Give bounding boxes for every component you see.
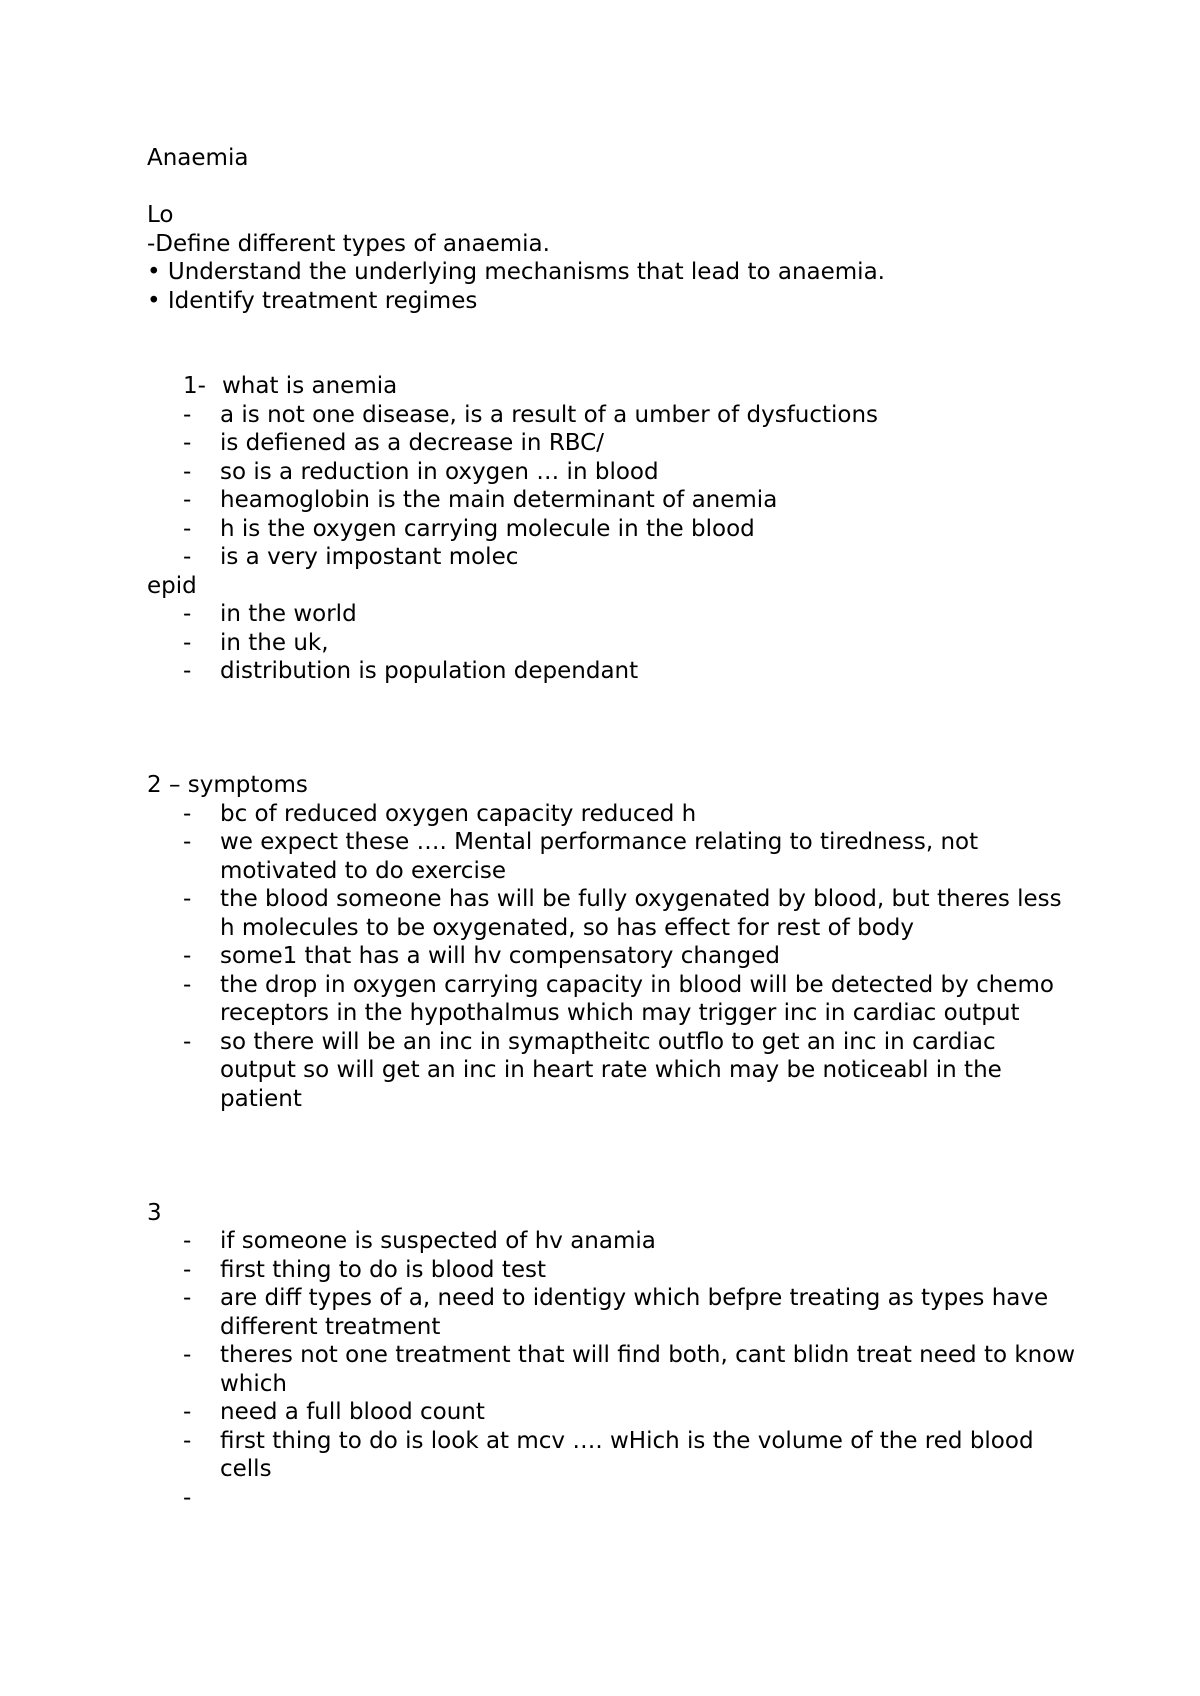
dash-bullet: - — [183, 943, 192, 969]
dash-bullet: - — [183, 1228, 192, 1254]
dash-bullet: - — [183, 1399, 192, 1425]
lo-heading: Lo — [147, 202, 174, 228]
dash-bullet: - — [183, 629, 192, 656]
section3-heading: 3 — [147, 1199, 162, 1226]
list-item: - distribution is population dependant — [183, 658, 639, 684]
dash-bullet: - — [183, 601, 192, 627]
lo-item: -Define different types of anaemia. — [147, 230, 550, 257]
dash-bullet: - — [183, 1285, 192, 1311]
dash-bullet: - — [183, 458, 192, 485]
list-item: - if someone is suspected of hv anamia — [183, 1228, 656, 1254]
list-item: - so is a reduction in oxygen … in blood — [183, 458, 659, 485]
dash-bullet: - — [183, 544, 192, 570]
section1-number: 1- — [183, 373, 206, 399]
dash-bullet: - — [183, 658, 192, 684]
dash-bullet: - — [183, 829, 192, 855]
list-item: - in the world — [183, 601, 357, 627]
list-item: - is a very impostant molec — [183, 544, 519, 570]
section1-heading-text: what is anemia — [222, 373, 398, 399]
section1-heading — [147, 372, 1077, 401]
list-item: - we expect these …. Mental performance relating to tiredness, not motivated to do exercise — [183, 829, 979, 884]
list-item: - the blood someone has will be fully oxygenated by blood, but theres less h molecules to be oxygenated, so has effect for rest of body — [183, 886, 1062, 941]
dash-bullet: - — [183, 487, 192, 513]
dash-bullet: - — [183, 886, 192, 912]
list-item: - first thing to do is look at mcv …. wHich is the volume of the red blood cells — [183, 1427, 1034, 1482]
list-item: - need a full blood count — [183, 1399, 485, 1425]
dash-bullet: - — [183, 401, 192, 428]
dash-bullet: - — [183, 430, 192, 456]
dash-bullet: - — [183, 1256, 192, 1283]
document-title: Anaemia — [147, 145, 249, 171]
lo-item: • Identify treatment regimes — [147, 287, 478, 314]
dash-bullet: - — [183, 515, 192, 542]
list-item: - in the uk, — [183, 629, 329, 656]
list-item: - first thing to do is blood test — [183, 1256, 547, 1283]
document-page — [147, 144, 1077, 1511]
list-item: - heamoglobin is the main determinant of anemia — [183, 487, 778, 513]
list-item: - are diff types of a, need to identigy which befpre treating as types have different treatment — [183, 1285, 1049, 1340]
epid-heading: epid — [147, 572, 197, 599]
list-item: - some1 that has a will hv compensatory changed — [183, 943, 780, 969]
dash-bullet: - — [183, 1028, 192, 1055]
list-item: - is defiened as a decrease in RBC/ — [183, 430, 604, 456]
dash-bullet: - — [183, 1484, 192, 1511]
dash-bullet: - — [183, 800, 192, 827]
list-item: - theres not one treatment that will find both, cant blidn treat need to know which — [183, 1342, 1076, 1397]
dash-bullet: - — [183, 1427, 192, 1454]
list-item: - so there will be an inc in symaptheitc outflo to get an inc in cardiac output so will get an inc in heart rate which may be noticeabl in the patient — [183, 1028, 1002, 1112]
dash-bullet: - — [183, 971, 192, 998]
section2-heading: 2 – symptoms — [147, 772, 308, 798]
lo-item: • Understand the underlying mechanisms that lead to anaemia. — [147, 259, 885, 285]
dash-bullet: - — [183, 1342, 192, 1368]
list-item: - a is not one disease, is a result of a umber of dysfuctions — [183, 401, 879, 428]
list-item: - the drop in oxygen carrying capacity in blood will be detected by chemo receptors in the hypothalmus which may trigger inc in cardiac output — [183, 971, 1054, 1026]
list-item: - h is the oxygen carrying molecule in the blood — [183, 515, 755, 542]
list-item: - bc of reduced oxygen capacity reduced h — [183, 800, 697, 827]
